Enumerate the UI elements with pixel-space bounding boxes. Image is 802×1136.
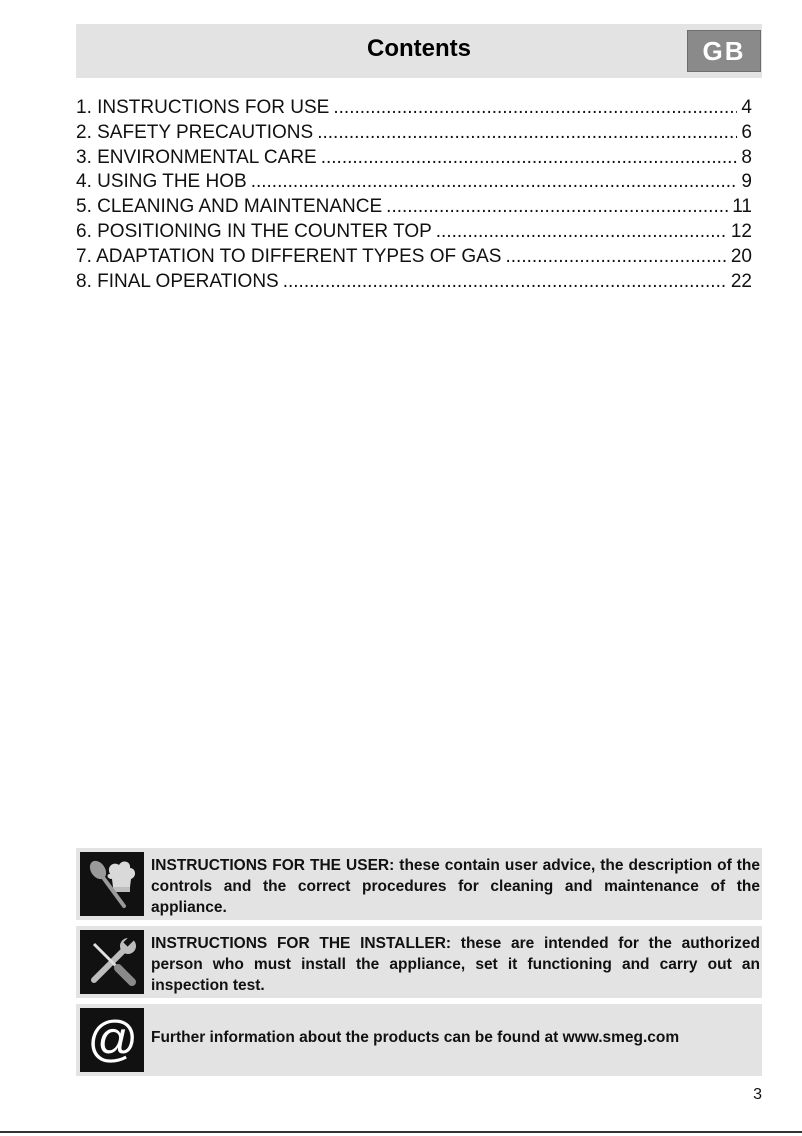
toc-page-number: 9: [741, 171, 752, 193]
toc-entry-7[interactable]: [76, 246, 752, 271]
user-instructions-text: INSTRUCTIONS FOR THE USER: these contain user advice, the description of the controls and the correct procedures for cleaning and maintenance of the appliance.: [151, 857, 760, 916]
toc-page-number: 20: [730, 245, 752, 267]
page-number: 3: [753, 1086, 762, 1103]
further-info-text: Further information about the products can be found at www.smeg.com: [151, 1029, 680, 1046]
toc-leader-dots: [333, 97, 737, 119]
toc-label: 3. ENVIRONMENTAL CARE: [76, 146, 317, 168]
toc-entry-3[interactable]: [76, 147, 752, 172]
toc-leader-dots: [505, 246, 726, 268]
toc-label: 2. SAFETY PRECAUTIONS: [76, 121, 314, 143]
toc-page-number: 4: [741, 97, 752, 118]
toc-entry-2[interactable]: [76, 122, 752, 147]
installer-instructions-note: [76, 926, 762, 998]
user-instructions-note: [76, 848, 762, 920]
toc-label: 6. POSITIONING IN THE COUNTER TOP: [76, 220, 432, 242]
toc-entry-8[interactable]: [76, 271, 752, 296]
toc-entry-5[interactable]: [76, 196, 752, 221]
toc-entry-1[interactable]: [76, 97, 752, 122]
toc-entry-6[interactable]: [76, 221, 752, 246]
toc-page-number: 6: [741, 121, 752, 143]
toc-leader-dots: [283, 271, 727, 293]
toc-page-number: 22: [730, 270, 752, 292]
toc-leader-dots: [321, 147, 738, 169]
further-info-note: [76, 1004, 762, 1076]
toc-leader-dots: [436, 221, 727, 243]
chef-hat-spoon-icon: [80, 852, 144, 916]
table-of-contents: [76, 97, 752, 295]
toc-label: 7. ADAPTATION TO DIFFERENT TYPES OF GAS: [76, 245, 502, 267]
language-badge: GB: [687, 30, 761, 72]
wrench-screwdriver-icon: [80, 930, 144, 994]
page-title: Contents: [367, 35, 471, 62]
toc-page-number: 8: [741, 146, 752, 168]
toc-page-number: 11: [732, 196, 752, 218]
toc-leader-dots: [251, 171, 738, 193]
toc-leader-dots: [317, 122, 737, 144]
toc-label: 1. INSTRUCTIONS FOR USE: [76, 97, 330, 118]
toc-entry-4[interactable]: [76, 171, 752, 196]
toc-label: 8. FINAL OPERATIONS: [76, 270, 279, 292]
footer-divider: [0, 1131, 802, 1133]
toc-label: 4. USING THE HOB: [76, 171, 247, 193]
svg-text:@: @: [86, 1011, 138, 1067]
toc-leader-dots: [386, 196, 728, 218]
toc-page-number: 12: [730, 220, 752, 242]
installer-instructions-text: INSTRUCTIONS FOR THE INSTALLER: these are intended for the authorized person who must install the appliance, set it functioning and carry out an inspection test.: [151, 935, 760, 994]
contents-header: [76, 24, 762, 78]
at-sign-icon: [80, 1008, 144, 1072]
toc-label: 5. CLEANING AND MAINTENANCE: [76, 196, 383, 218]
